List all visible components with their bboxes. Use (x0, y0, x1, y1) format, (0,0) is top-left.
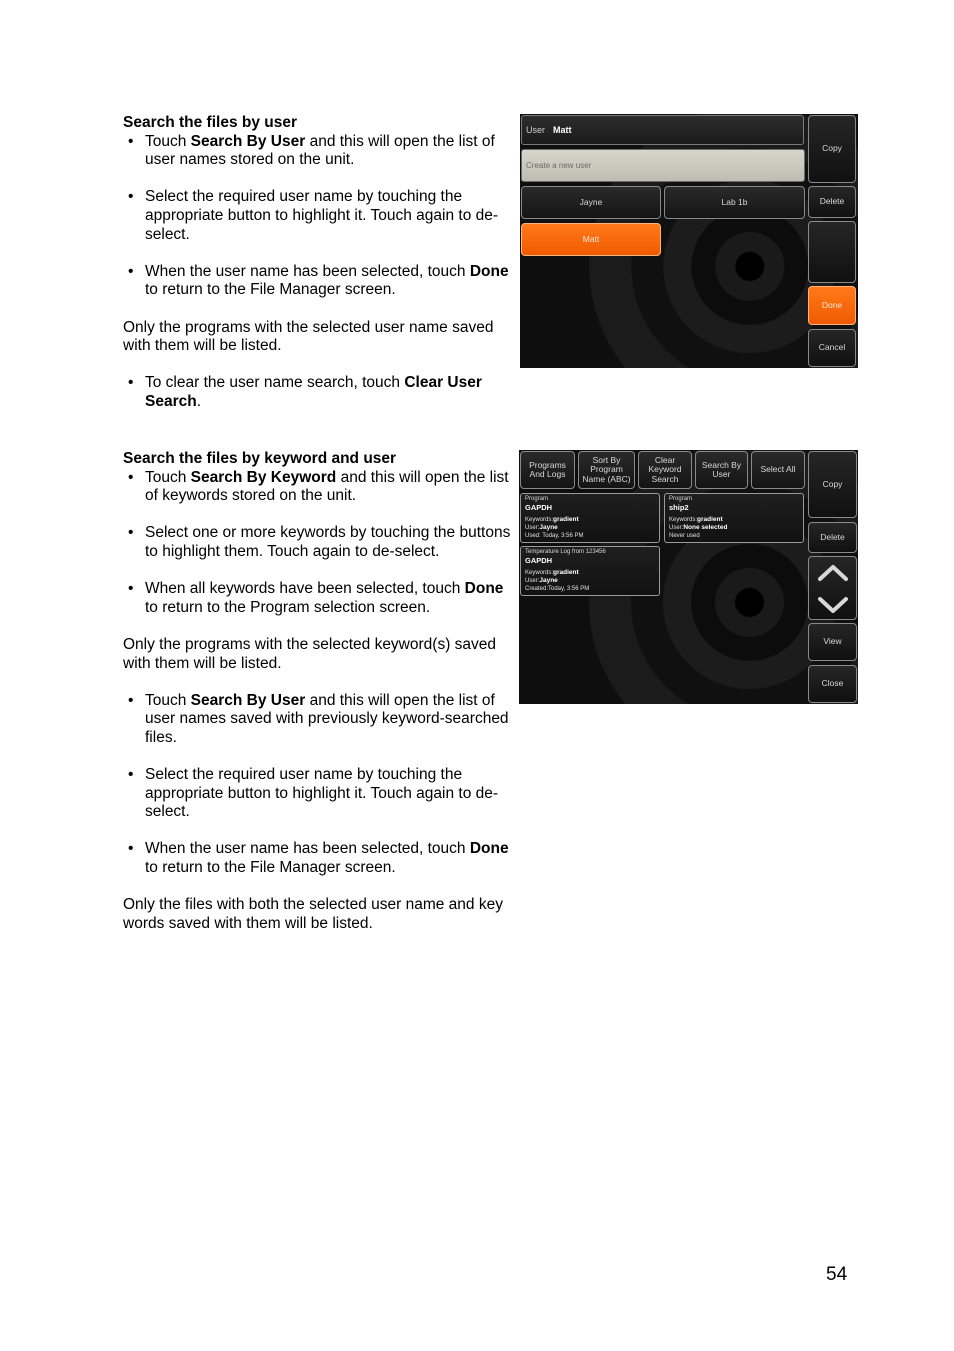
file-user: User:Jayne (525, 524, 558, 531)
file-card[interactable] (664, 493, 804, 543)
bullet-item (123, 766, 515, 822)
bullet-item (123, 580, 515, 617)
user-field[interactable] (521, 115, 804, 145)
text: and this will open the list of user names stored on the unit. (145, 132, 495, 169)
user-value: Matt (553, 125, 572, 135)
bullet-item (123, 524, 515, 561)
file-name: GAPDH (525, 503, 553, 512)
text: When all keywords have been selected, touch (145, 580, 465, 598)
bullet-item (123, 469, 515, 506)
file-date: Used: Today, 3:56 PM (525, 533, 584, 539)
tab-sort-by-program-name[interactable]: Sort By Program Name (ABC) (578, 451, 635, 489)
tab-programs-and-logs[interactable]: Programs And Logs (520, 451, 575, 489)
text: and this will open the list of user names saved with previously keyword-searched files. (145, 691, 509, 746)
text: When the user name has been selected, touch (145, 840, 470, 858)
section-user-search (123, 114, 515, 412)
bullet-item (123, 374, 515, 411)
text: Touch (145, 468, 191, 486)
bold-term: Done (469, 262, 509, 280)
section-keyword-user-search (123, 450, 515, 933)
delete-button[interactable]: Delete (808, 522, 857, 553)
file-name: ship2 (669, 503, 689, 512)
bullet-item (123, 692, 515, 748)
file-type: Program (525, 496, 549, 502)
blank-button[interactable] (808, 221, 856, 283)
done-button[interactable]: Done (808, 286, 856, 325)
bullet-list (123, 469, 515, 618)
text: to return to the Program selection screen. (145, 598, 431, 616)
scroll-buttons[interactable] (808, 556, 857, 620)
create-user-input[interactable]: Create a new user (521, 149, 805, 182)
file-type: Program (669, 496, 693, 502)
user-select-screenshot (520, 114, 858, 368)
file-date: Created:Today, 3:56 PM (525, 586, 590, 592)
text: Touch (145, 691, 191, 709)
text: Select the required user name by touching the appropriate button to highlight it. Touch again to de-select. (145, 766, 499, 821)
file-date: Never used (669, 533, 700, 539)
bold-term: Search By User (190, 691, 306, 709)
close-button[interactable]: Close (808, 665, 857, 703)
section-heading: Search the files by user (123, 114, 298, 131)
file-card[interactable] (520, 493, 660, 543)
file-manager-screenshot (519, 450, 858, 704)
text: Touch (145, 132, 191, 150)
view-button[interactable]: View (808, 623, 857, 661)
paragraph: Only the programs with the selected keyword(s) saved with them will be listed. (123, 635, 497, 672)
text: To clear the user name search, touch (145, 374, 405, 392)
section-heading: Search the files by keyword and user (123, 450, 397, 467)
paragraph: Only the files with both the selected user name and key words saved with them will be listed. (123, 896, 503, 932)
copy-button[interactable]: Copy (808, 451, 857, 518)
user-label: User (526, 125, 546, 135)
bold-term: Done (464, 580, 504, 598)
bullet-list (123, 374, 515, 411)
delete-button[interactable]: Delete (808, 186, 856, 218)
file-name: GAPDH (525, 556, 553, 565)
text: . (196, 392, 202, 410)
file-card[interactable] (520, 546, 660, 596)
file-user: User:Jayne (525, 577, 558, 584)
bullet-item (123, 133, 515, 170)
file-keywords: Keywords:gradient (525, 516, 579, 523)
tab-clear-keyword-search[interactable]: Clear Keyword Search (638, 451, 692, 489)
text: to return to the File Manager screen. (145, 281, 396, 299)
file-keywords: Keywords:gradient (669, 516, 723, 523)
chevron-up-icon[interactable] (816, 563, 850, 583)
bullet-item (123, 188, 515, 244)
text: and this will open the list of keywords stored on the unit. (145, 468, 509, 505)
user-button-lab-1b[interactable]: Lab 1b (664, 186, 805, 219)
text: Select one or more keywords by touching the buttons to highlight them. Touch again to de-select. (145, 524, 511, 560)
paragraph: Only the programs with the selected user name saved with them will be listed. (123, 318, 494, 355)
text: to return to the File Manager screen. (145, 859, 396, 877)
bold-term: Clear User Search (145, 374, 482, 410)
text: When the user name has been selected, touch (145, 262, 470, 280)
user-button-jayne[interactable]: Jayne (521, 186, 661, 219)
tab-search-by-user[interactable]: Search By User (695, 451, 748, 489)
chevron-down-icon[interactable] (816, 595, 850, 615)
user-button-matt[interactable]: Matt (521, 223, 661, 256)
text: Select the required user name by touching the appropriate button to highlight it. Touch again to de-select. (145, 188, 499, 243)
bullet-list (123, 692, 515, 878)
page-number: 54 (826, 1264, 848, 1285)
tab-select-all[interactable]: Select All (751, 451, 805, 489)
copy-button[interactable]: Copy (808, 115, 856, 183)
bold-term: Done (469, 840, 509, 858)
bold-term: Search By User (190, 132, 306, 150)
bullet-item (123, 263, 515, 300)
bullet-list (123, 133, 515, 300)
bold-term: Search By Keyword (190, 468, 337, 486)
file-keywords: Keywords:gradient (525, 569, 579, 576)
bullet-item (123, 840, 515, 877)
file-type: Temperature Log from 123456 (525, 549, 606, 555)
cancel-button[interactable]: Cancel (808, 329, 856, 367)
file-user: User:None selected (669, 524, 728, 531)
